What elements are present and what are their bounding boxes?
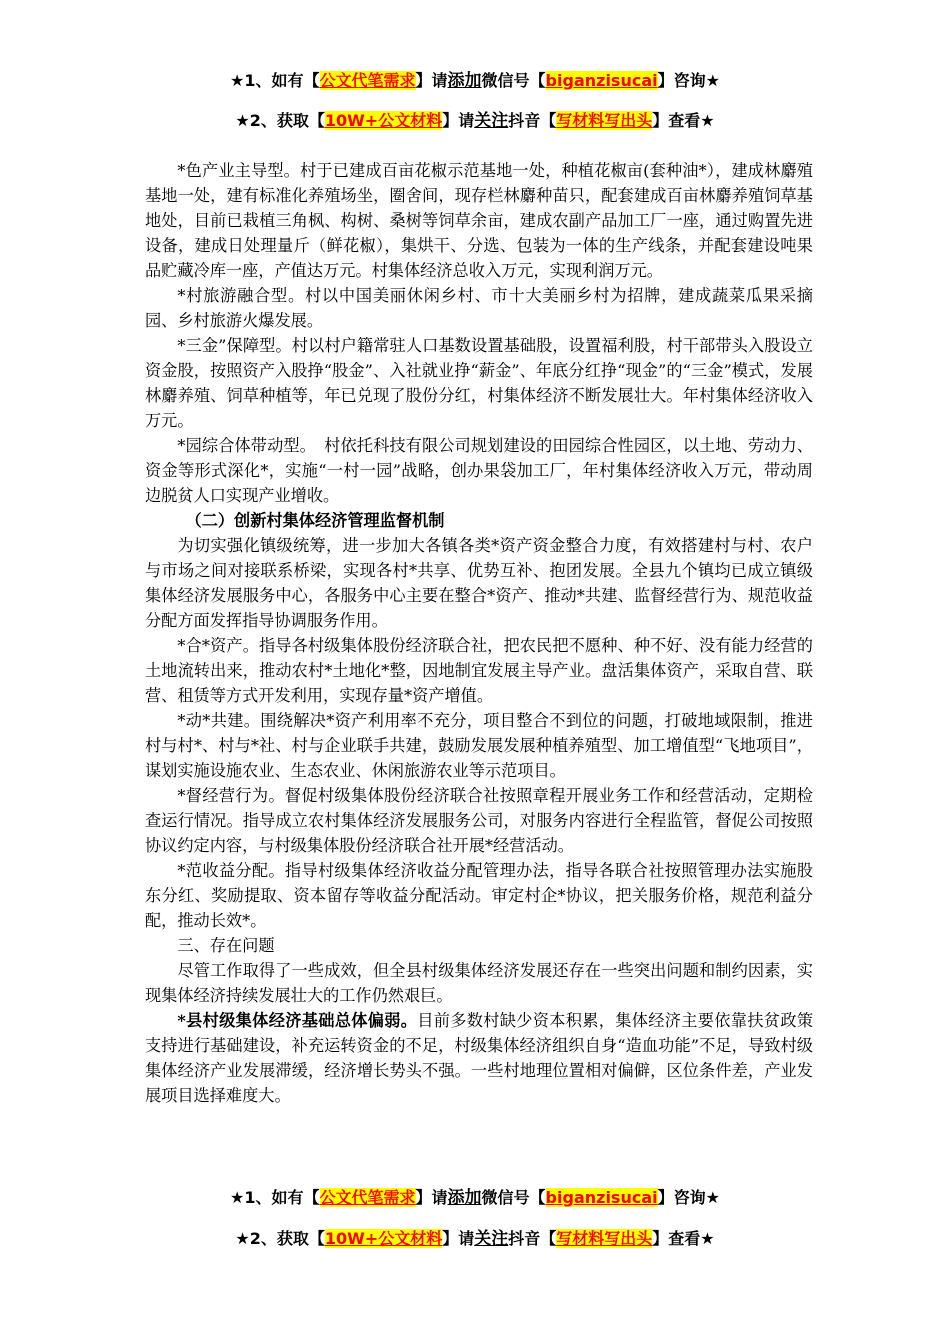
promo-emphasis: 添加 [447, 1188, 482, 1208]
promo-text: ★2、获取【 [235, 111, 325, 130]
promo-emphasis: 关注 [474, 111, 509, 131]
promo-text: ★1、如有【 [230, 71, 320, 90]
promo-douyin-id: 写材料写出头 [556, 111, 653, 130]
promo-highlight: 公文代笔需求 [319, 71, 416, 90]
promo-emphasis: 关注 [474, 1229, 509, 1249]
promo-text: 】请 [442, 1229, 475, 1248]
promo-text: 】查看★ [652, 111, 715, 130]
paragraph: 为切实强化镇级统筹，进一步加大各镇各类*资产资金整合力度，有效搭建村与村、农户与市场之间对接联系桥梁，实现各村*共享、优势互补、抱团发展。全县九个镇均已成立镇级集体经济发展服务中心，各服务中心主要在整合*资产、推动*共建、监督经营行为、规范收益分配方面发挥指导协调服务作用。 [145, 536, 813, 630]
promo-text: ★2、获取【 [235, 1229, 325, 1248]
section-heading: 三、存在问题 [177, 936, 275, 955]
promo-text: 抖音【 [508, 111, 557, 130]
promo-text: ★1、如有【 [230, 1188, 320, 1207]
promo-highlight: 10W+公文材料 [324, 1229, 443, 1248]
promo-text: 】请 [442, 111, 475, 130]
paragraph-lead: *县村级集体经济基础总体偏弱。 [177, 1011, 418, 1030]
paragraph: *督经营行为。督促村级集体股份经济联合社按照章程开展业务工作和经营活动，定期检查运行情况。指导成立农村集体经济发展服务公司，对服务内容进行全程监管，督促公司按照协议约定内容，与村级集体股份经济联合社开展*经营活动。 [145, 786, 813, 855]
paragraph: *园综合体带动型。 村依托科技有限公司规划建设的田园综合性园区，以土地、劳动力、资金等形式深化*，实施“一村一园”战略，创办果袋加工厂，年村集体经济收入万元，带动周边脱贫人口实现产业增收。 [145, 436, 813, 505]
paragraph: *范收益分配。指导村级集体经济收益分配管理办法，指导各联合社按照管理办法实施股东分红、奖励提取、资本留存等收益分配活动。审定村企*协议，把关服务价格，规范利益分配，推动长效*。 [145, 861, 813, 930]
section-heading: （二）创新村集体经济管理监督机制 [185, 511, 445, 530]
paragraph-text: 目前多数村缺少资本积累，集体经济主要依靠扶贫政策支持进行基础建设，补充运转资金的不足，村级集体经济组织自身“造血功能”不足，导致村级集体经济产业发展滞缓，经济增长势头不强。一些村地理位置相对偏僻，区位条件差，产业发展项目选择难度大。 [145, 1011, 814, 1105]
document-body [145, 158, 813, 1108]
promo-highlight: 公文代笔需求 [319, 1188, 416, 1207]
paragraph: *动*共建。围绕解决*资产利用率不充分，项目整合不到位的问题，打破地域限制，推进村与村*、村与*社、村与企业联手共建，鼓励发展发展种植养殖型、加工增值型“飞地项目”，谋划实施设施农业、生态农业、休闲旅游农业等示范项目。 [145, 711, 813, 780]
promo-text: 微信号【 [481, 71, 546, 90]
promo-wechat-id: biganzisucai [545, 71, 658, 90]
promo-text: 】查看★ [652, 1229, 715, 1248]
promo-banner-bottom-2 [0, 1228, 950, 1250]
promo-highlight: 10W+公文材料 [324, 111, 443, 130]
paragraph: *三金”保障型。村以村户籍常驻人口基数设置基础股，设置福利股，村干部带头入股设立资金股，按照资产入股挣“股金”、入社就业挣“薪金”、年底分红挣“现金”的“三金”模式，发展林麝养殖、饲草种植等，年已兑现了股份分红，村集体经济不断发展壮大。年村集体经济收入万元。 [145, 336, 813, 430]
promo-banner-top-2 [0, 110, 950, 132]
promo-wechat-id: biganzisucai [545, 1188, 658, 1207]
promo-text: 微信号【 [481, 1188, 546, 1207]
promo-emphasis: 添加 [447, 71, 482, 91]
paragraph [145, 1008, 813, 1108]
promo-banner-bottom-1 [0, 1187, 950, 1209]
paragraph: *村旅游融合型。村以中国美丽休闲乡村、市十大美丽乡村为招牌，建成蔬菜瓜果采摘园、乡村旅游火爆发展。 [145, 286, 813, 330]
promo-banner-top-1 [0, 70, 950, 92]
promo-text: 抖音【 [508, 1229, 557, 1248]
promo-text: 】请 [415, 1188, 448, 1207]
promo-douyin-id: 写材料写出头 [556, 1229, 653, 1248]
paragraph: 尽管工作取得了一些成效，但全县村级集体经济发展还存在一些突出问题和制约因素，实现集体经济持续发展壮大的工作仍然艰巨。 [145, 961, 813, 1005]
paragraph: *合*资产。指导各村级集体股份经济联合社，把农民把不愿种、种不好、没有能力经营的土地流转出来，推动农村*土地化*整，因地制宜发展主导产业。盘活集体资产，采取自营、联营、租赁等方式开发利用，实现存量*资产增值。 [145, 636, 813, 705]
paragraph: *色产业主导型。村于已建成百亩花椒示范基地一处，种植花椒亩(套种油*），建成林麝殖基地一处，建有标准化养殖场坐，圈舍间，现存栏林麝种苗只，配套建成百亩林麝养殖饲草基地处，目前已栽植三角枫、构树、桑树等饲草余亩，建成农副产品加工厂一座，通过购置先进设备，建成日处理量斤（鲜花椒），集烘干、分选、包装为一体的生产线条，并配套建设吨果品贮藏冷库一座，产值达万元。村集体经济总收入万元，实现利润万元。 [145, 161, 813, 280]
promo-text: 】咨询★ [657, 1188, 720, 1207]
promo-text: 】咨询★ [657, 71, 720, 90]
promo-text: 】请 [415, 71, 448, 90]
